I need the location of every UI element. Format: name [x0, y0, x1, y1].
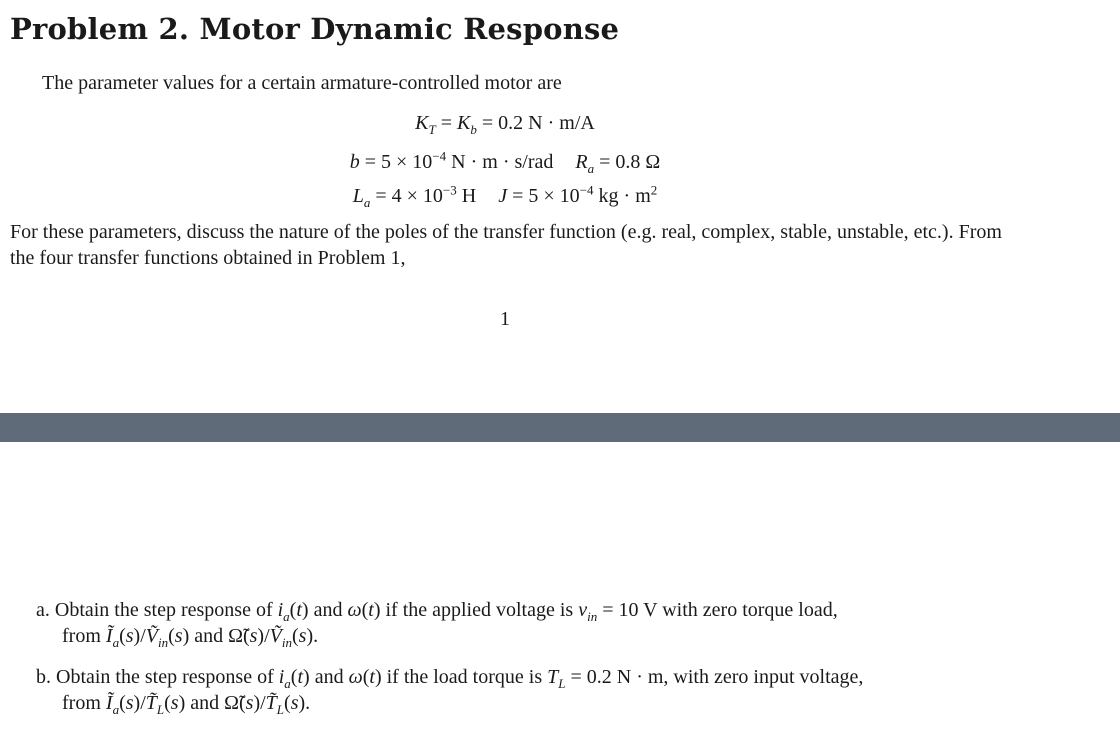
list-item-b: b. Obtain the step response of $i_a(t)$ and ω(t) if the load torque is $T_L = 0.2$ N · m, with zero input voltage, from $Ĩ_a(s)/T̃_L(s)$ and $\Omegã(s)/T̃_L(s)$. [36, 666, 864, 717]
problem-title: Problem 2. Motor Dynamic Response [10, 12, 620, 46]
equation-line-2: $b = 5 \times 10^{-4}$ N · m · s/rad $R_a = 0.8$ Ω [349, 148, 661, 176]
page-divider [0, 413, 1120, 442]
equation-line-3: $L_a = 4 \times 10^{-3}$ H $J = 5 \times 10^{-4}$ kg · $m^2$ [352, 182, 658, 210]
discussion-text: For these parameters, discuss the nature of the poles of the transfer function (e.g. real, complex, stable, unstable, etc.). From the four transfer functions obtained in Problem 1, [10, 221, 1002, 269]
list-item-a: a. Obtain the step response of $i_a(t)$ and ω(t) if the applied voltage is $v_{in} = 10$ V with zero torque load, from $Ĩ_a(s)/Ṽ_{in}(s)$ and Ω̃(s)/Ṽ$_{in}$(s). [36, 599, 838, 650]
intro-text: The parameter values for a certain armature-controlled motor are [42, 72, 562, 94]
equation-line-1: $K_T = K_b = 0.2$ N · m/A [415, 112, 595, 137]
page-number: 1 [500, 308, 510, 330]
